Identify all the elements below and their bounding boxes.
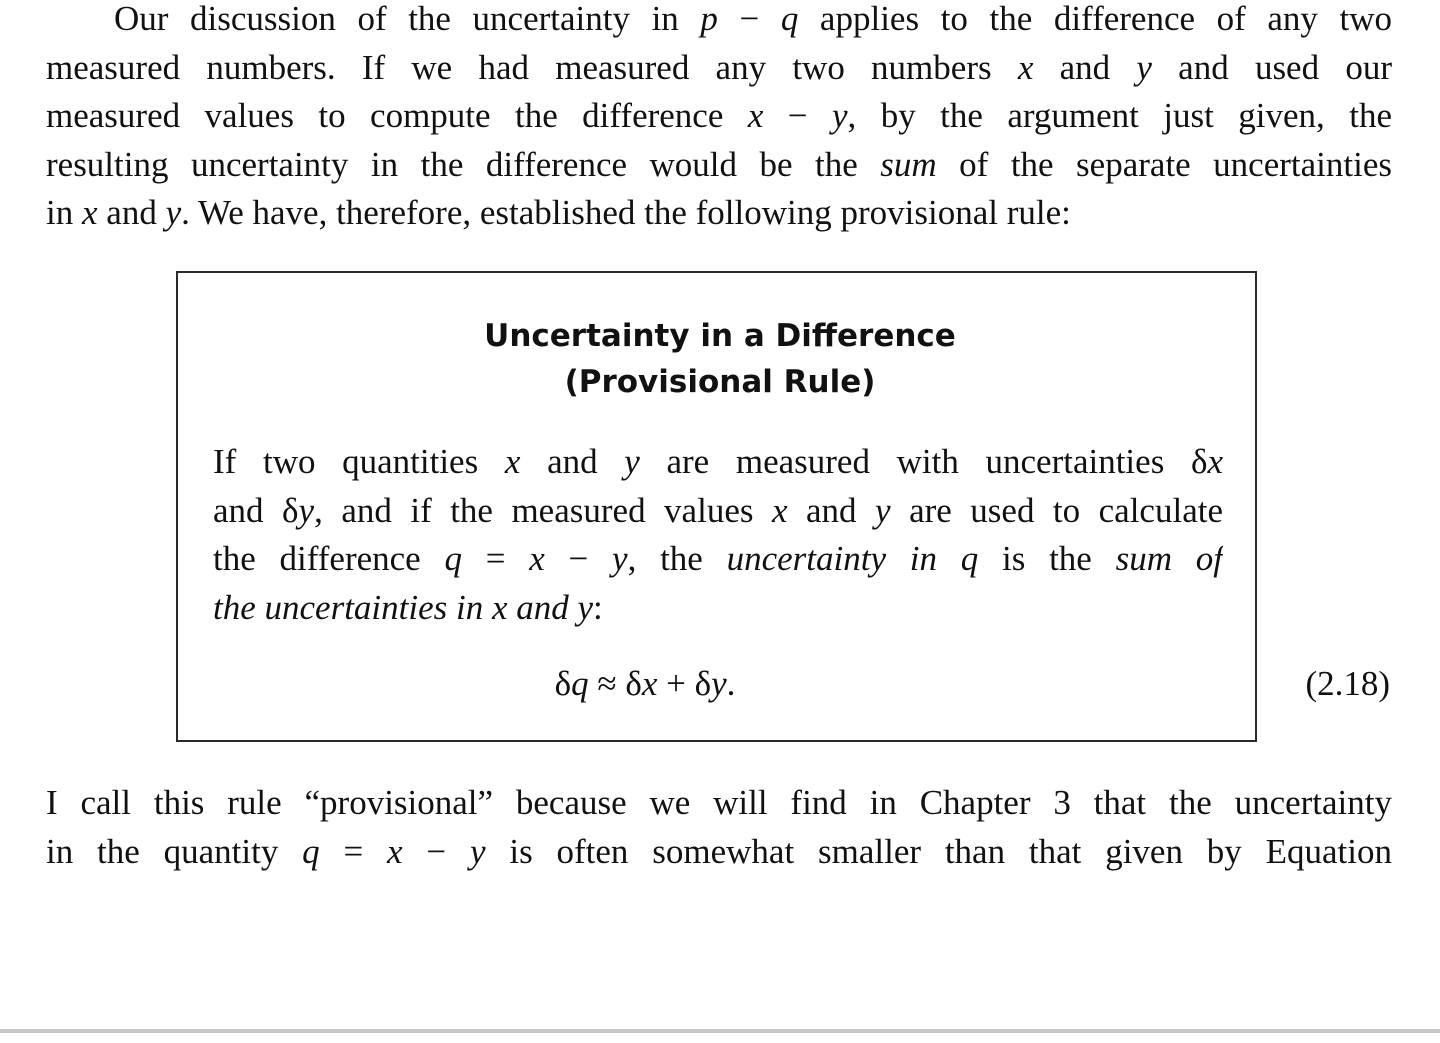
- italic-math-text: x: [641, 664, 658, 703]
- equation-number: (2.18): [1305, 664, 1390, 703]
- italic-math-text: p: [700, 0, 718, 38]
- italic-math-text: x: [529, 539, 545, 578]
- rule-subtitle-line: (Provisional Rule): [564, 364, 876, 400]
- italic-math-text: y: [1136, 47, 1152, 87]
- rule-line: and δy, and if the measured values x and y are used to calculate: [213, 490, 1223, 530]
- page-bottom-divider: [0, 1029, 1440, 1033]
- italic-math-text: y: [711, 664, 727, 703]
- italic-math-text: y: [831, 96, 848, 135]
- italic-math-text: q: [444, 539, 462, 578]
- text-line: in x and y. We have, therefore, established the following provisional rule:: [46, 193, 1071, 232]
- italic-math-text: x: [1017, 47, 1034, 87]
- italic-math-text: x: [504, 442, 521, 481]
- follow-up-paragraph: [46, 779, 1392, 876]
- italic-math-text: x: [747, 96, 764, 135]
- italic-math-text: y: [612, 539, 628, 578]
- italic-math-text: q: [780, 0, 799, 38]
- italic-math-text: y: [469, 831, 486, 871]
- rule-title-line: Uncertainty in a Difference: [484, 318, 956, 354]
- text-line: I call this rule “provisional” because we will find in Chapter 3 that the uncertainty: [46, 783, 1392, 822]
- italic-math-text: y: [875, 490, 891, 530]
- italic-math-text: q: [571, 664, 589, 703]
- italic-math-text: the uncertainties in x and y: [213, 587, 594, 627]
- text-line: measured numbers. If we had measured any two numbers x and y and used our: [46, 47, 1392, 87]
- italic-math-text: y: [298, 490, 315, 530]
- italic-math-text: q: [302, 831, 320, 871]
- italic-math-text: y: [165, 193, 182, 232]
- italic-math-text: x: [1207, 442, 1223, 481]
- italic-math-text: uncertainty in q: [726, 539, 979, 578]
- italic-math-text: x: [81, 193, 98, 232]
- rule-box-title: [0, 313, 1440, 405]
- rule-line: the difference q = x − y, the uncertainty in q is the sum of: [213, 539, 1223, 578]
- italic-math-text: x: [387, 831, 403, 871]
- italic-math-text: y: [624, 442, 640, 481]
- text-line: Our discussion of the uncertainty in p − q applies to the difference of any two: [114, 0, 1392, 38]
- text-line: in the quantity q = x − y is often somewhat smaller than that given by Equation: [46, 831, 1392, 871]
- italic-math-text: sum of: [1115, 539, 1223, 578]
- text-line: measured values to compute the difference x − y, by the argument just given, the: [46, 96, 1392, 135]
- intro-paragraph: [46, 0, 1392, 238]
- text-line: resulting uncertainty in the difference would be the sum of the separate uncertainties: [46, 144, 1392, 184]
- italic-math-text: sum: [880, 144, 937, 184]
- rule-equation: δq ≈ δx + δy.: [554, 664, 736, 703]
- italic-math-text: x: [771, 490, 788, 530]
- rule-line: If two quantities x and y are measured with uncertainties δx: [213, 442, 1223, 481]
- rule-statement: [213, 438, 1223, 632]
- rule-line: the uncertainties in x and y:: [213, 587, 603, 627]
